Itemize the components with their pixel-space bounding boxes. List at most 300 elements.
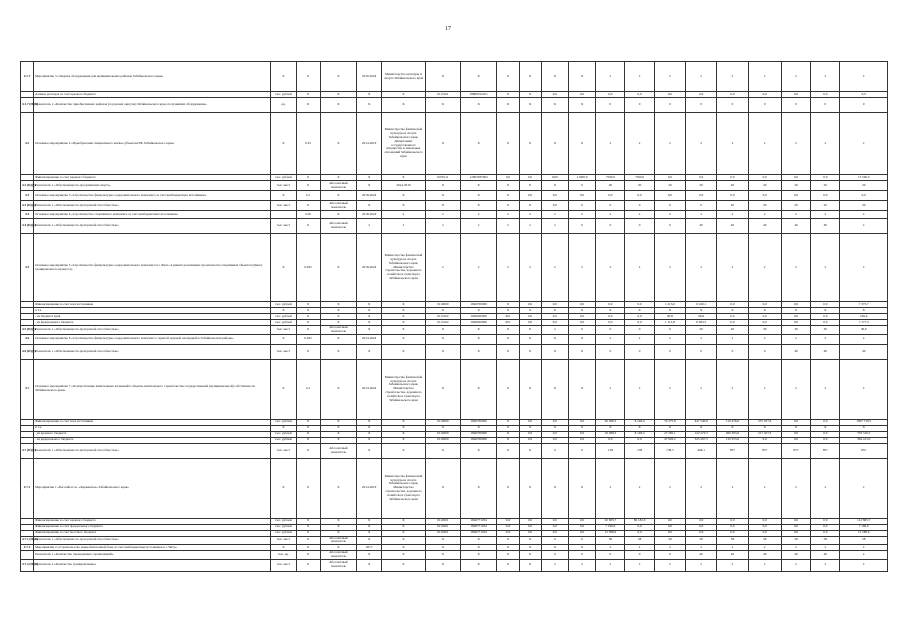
table-cell: X [296, 419, 320, 425]
table-cell: 0,0 [811, 92, 840, 98]
table-cell: X [425, 458, 460, 518]
table-cell: 0110000 [425, 431, 460, 437]
table-cell: X [320, 62, 356, 92]
table-cell: x [625, 62, 654, 92]
table-cell: X [320, 92, 356, 98]
table-cell: X [519, 113, 541, 175]
table-cell: X [357, 314, 382, 320]
table-cell: 857 [811, 443, 840, 458]
table-cell: Абсолютный показатель [320, 551, 356, 560]
table-cell: x [686, 359, 717, 419]
table-cell: X [296, 443, 320, 458]
table-cell: X [271, 545, 296, 551]
table-cell: 0,0 [625, 191, 654, 201]
table-cell: 0 [625, 219, 654, 234]
table-cell: X [425, 359, 460, 419]
row-name-cell: в т.ч. [34, 308, 271, 314]
table-cell: X [271, 234, 296, 302]
table-cell: X [460, 551, 496, 560]
table-cell: X [357, 431, 382, 437]
table-cell: 96,6 [686, 314, 717, 320]
table-cell: X [357, 524, 382, 530]
table-cell: X [460, 536, 496, 545]
table-cell: X [519, 359, 541, 419]
table-cell: X [296, 551, 320, 560]
table-cell: 0 [568, 551, 595, 560]
table-cell: x [686, 211, 717, 219]
table-cell: 0,0 [568, 320, 595, 326]
table-cell: Абсолютный показатель [320, 559, 356, 571]
table-cell: X [296, 308, 320, 314]
table-cell: x [811, 458, 840, 518]
table-cell: X [541, 425, 568, 431]
table-cell: 1 213,6 [654, 302, 685, 308]
table-cell: 0,0 [519, 302, 541, 308]
row-number-cell: 4.3 (П)(6) [21, 201, 34, 211]
table-cell: x [686, 234, 717, 302]
table-cell: x [654, 458, 685, 518]
table-cell: тыс. рублей [271, 175, 296, 181]
table-cell: X [596, 425, 625, 431]
table-cell: 18800012101 [460, 92, 496, 98]
table-cell: X [320, 425, 356, 431]
table-cell: x [596, 113, 625, 175]
table-cell: x [497, 234, 519, 302]
table-cell: X [382, 518, 425, 524]
table-cell: 20 [625, 181, 654, 191]
table-cell: X [320, 98, 356, 113]
row-name-cell: Основное мероприятие 5 «Строительство физкультурно-оздоровительного комплекса в г. Чите» в рамках реализации строительства спортивных объектов (Центр тренировочного процесса) [34, 234, 271, 302]
table-cell: X [320, 308, 356, 314]
table-cell: 522 [497, 530, 519, 536]
table-row [21, 536, 888, 545]
table-cell: 0,0 [519, 437, 541, 443]
table-cell: 0,25 [296, 113, 320, 175]
table-cell: X [425, 62, 460, 92]
table-cell: x [568, 234, 595, 302]
table-cell: X [320, 344, 356, 359]
table-cell: Министерство культуры и спорта Забайкальского края [382, 62, 425, 92]
table-cell: тыс. мест [271, 326, 296, 335]
table-cell: 110 476,8 [717, 419, 748, 425]
table-cell: X [357, 437, 382, 443]
table-cell: x [840, 545, 888, 551]
table-cell: тыс. рублей [271, 320, 296, 326]
table-cell: X [811, 425, 840, 431]
table-cell: 0,00 [541, 175, 568, 181]
table-cell: 40 [781, 219, 810, 234]
table-cell: тыс. рублей [271, 530, 296, 536]
table-cell: X [460, 559, 496, 571]
table-row [21, 113, 888, 175]
table-cell: 0,0 [811, 302, 840, 308]
table-cell: X [382, 437, 425, 443]
table-cell: X [686, 425, 717, 431]
table-cell: x [654, 545, 685, 551]
table-cell: X [519, 443, 541, 458]
table-cell: 1840700000 [460, 431, 496, 437]
table-cell: X [357, 326, 382, 335]
table-cell: 0,0 [811, 530, 840, 536]
table-cell: 7 177,3 [840, 320, 888, 326]
table-cell: 0,0 [654, 191, 685, 201]
row-name-cell: Основное мероприятие 2 «Приобретение специального жилья субъектам РФ Забайкальского края» [34, 113, 271, 175]
table-cell: 0,0 [748, 437, 781, 443]
table-cell: X [497, 334, 519, 344]
table-cell: X [425, 545, 460, 551]
table-cell: 0,0 [541, 92, 568, 98]
table-cell: 58 [748, 536, 781, 545]
table-cell: 200 363,6 [717, 431, 748, 437]
table-cell: x [625, 234, 654, 302]
table-cell: x [840, 559, 888, 571]
table-cell: X [497, 113, 519, 175]
row-name-cell: Показатель 1 «Обеспеченность программами спорта» [34, 181, 271, 191]
table-cell: тыс. мест [271, 219, 296, 234]
table-cell: 6 063,5 [686, 320, 717, 326]
table-cell: X [296, 175, 320, 181]
table-cell: x [596, 458, 625, 518]
table-cell: x [781, 211, 810, 219]
table-cell: 0 [686, 201, 717, 211]
row-number-cell: 4.7.2 (П)(6) [21, 559, 34, 571]
table-cell: 0,0 [541, 431, 568, 437]
table-cell: 0 [596, 326, 625, 335]
table-cell: X [460, 326, 496, 335]
table-cell: 0,0 [654, 92, 685, 98]
table-cell: Министерство физической культуры и спорта Забайкальского края, Министерство строительства, дорожного хозяйства и транспорта Забайкальского края [382, 234, 425, 302]
table-cell: x [625, 458, 654, 518]
table-cell: 7500,0 [596, 175, 625, 181]
table-cell: 0,0 [568, 431, 595, 437]
row-name-cell: - из краевого бюджета [34, 431, 271, 437]
table-cell: X [519, 62, 541, 92]
table-cell: тыс. рублей [271, 518, 296, 524]
table-cell: x [625, 559, 654, 571]
table-cell: 2014-2024 [357, 359, 382, 419]
table-cell: тыс. рублей [271, 431, 296, 437]
table-cell: 0 [686, 98, 717, 113]
table-cell: x [748, 211, 781, 219]
table-cell: X [425, 344, 460, 359]
row-name-cell: Основное мероприятие 4 «Строительство спортивного комплекса за счет внебюджетных источников» [34, 211, 271, 219]
table-cell: 703 316,5 [840, 431, 888, 437]
table-cell: x [840, 234, 888, 302]
table-cell: X [357, 201, 382, 211]
table-cell: 0,0 [686, 530, 717, 536]
table-cell: x [781, 559, 810, 571]
table-cell: x [781, 113, 810, 175]
table-cell: 1840771054 [460, 530, 496, 536]
row-name-cell: Финансирование за счет всех источников [34, 302, 271, 308]
table-cell: X [296, 98, 320, 113]
table-cell: 0,0 [654, 518, 685, 524]
table-cell: X [320, 302, 356, 308]
table-cell: X [748, 425, 781, 431]
row-name-cell: Основное мероприятие 6 «Строительство физкультурно-оздоровительного комплекса с крытой ледовой площадкой в Забайкальском районе» [34, 334, 271, 344]
table-cell: 0 [568, 181, 595, 191]
row-number-cell: 4.5 [21, 234, 34, 302]
table-cell: 0,0 [519, 518, 541, 524]
table-cell: x [686, 545, 717, 551]
table-cell: 0 [625, 326, 654, 335]
table-cell: 20 [717, 201, 748, 211]
table-cell: X [296, 62, 320, 92]
table-cell: 1840020000 [460, 320, 496, 326]
table-cell: X [460, 308, 496, 314]
table-cell: X [519, 425, 541, 431]
table-cell: X [596, 308, 625, 314]
table-cell: 0,0 [811, 431, 840, 437]
table-cell: X [497, 425, 519, 431]
table-cell: X [497, 344, 519, 359]
table-cell: x [425, 211, 460, 219]
table-cell: X [541, 181, 568, 191]
table-cell: 601 [497, 314, 519, 320]
table-cell: 58 [625, 536, 654, 545]
table-cell: 0,0 [625, 524, 654, 530]
table-cell: X [296, 219, 320, 234]
table-cell: 0470111 [425, 175, 460, 181]
table-cell: 8 148,4 [625, 431, 654, 437]
table-cell: X [382, 524, 425, 530]
table-cell: 40 [748, 551, 781, 560]
table-cell: x [519, 219, 541, 234]
table-cell: 58 [654, 536, 685, 545]
table-cell: 2018-2024 [357, 191, 382, 201]
table-cell: X [460, 181, 496, 191]
table-cell: X [541, 113, 568, 175]
table-cell: 0,0 [748, 175, 781, 181]
table-cell: 0,0 [811, 191, 840, 201]
table-cell: 0,0 [840, 92, 888, 98]
table-cell: x [541, 219, 568, 234]
table-cell: 0 [781, 98, 810, 113]
table-cell: X [357, 559, 382, 571]
table-cell: x [541, 559, 568, 571]
table-cell: X [382, 419, 425, 425]
table-cell: X [320, 530, 356, 536]
table-cell: X [357, 320, 382, 326]
table-cell: 0,0 [748, 302, 781, 308]
table-cell: X [425, 536, 460, 545]
table-cell: X [320, 175, 356, 181]
table-cell: 0,0 [654, 524, 685, 530]
table-cell: 0 [625, 201, 654, 211]
table-cell: X [271, 334, 296, 344]
table-cell: x [717, 234, 748, 302]
table-cell: X [519, 551, 541, 560]
table-cell: 857 [748, 443, 781, 458]
table-cell: 394 413,0 [840, 437, 888, 443]
table-cell: 0,0 [519, 191, 541, 201]
table-cell: 0 [596, 98, 625, 113]
table-cell: x [717, 334, 748, 344]
table-cell: 0 [541, 536, 568, 545]
table-cell: 112 865,7 [840, 518, 888, 524]
table-cell: 0,0 [748, 92, 781, 98]
table-cell: X [382, 314, 425, 320]
table-cell: X [382, 320, 425, 326]
table-cell: x [541, 211, 568, 219]
table-cell: 0,0 [717, 320, 748, 326]
table-cell: 1840020000 [460, 314, 496, 320]
table-cell: x [596, 359, 625, 419]
table-cell: 217 457,6 [748, 431, 781, 437]
table-cell: x [541, 326, 568, 335]
table-cell: 0,0 [686, 524, 717, 530]
table-cell: 0,0 [596, 302, 625, 308]
table-cell: 20 [717, 181, 748, 191]
table-cell: 58 [686, 536, 717, 545]
table-cell: x [596, 234, 625, 302]
table-cell: 0,0 [781, 530, 810, 536]
row-number-cell: 4.6 (П)(6) [21, 344, 34, 359]
table-cell: X [320, 191, 356, 201]
table-cell: X [497, 201, 519, 211]
table-cell: X [519, 308, 541, 314]
table-cell: X [320, 334, 356, 344]
table-row [21, 62, 888, 92]
table-cell: x [781, 334, 810, 344]
table-cell: 7 373,7 [840, 302, 888, 308]
table-cell: X [357, 425, 382, 431]
table-cell: 0,0 [781, 419, 810, 425]
table-cell: x [541, 234, 568, 302]
table-cell: 20 [654, 181, 685, 191]
table-cell: X [497, 92, 519, 98]
table-cell: 132 253,0 [717, 437, 748, 443]
table-cell: x [382, 219, 425, 234]
table-cell: x [748, 113, 781, 175]
table-cell: x [717, 545, 748, 551]
table-cell: 20 288,3 [596, 419, 625, 425]
table-cell: X [320, 437, 356, 443]
table-cell: X [357, 518, 382, 524]
table-cell: X [568, 334, 595, 344]
table-cell: X [320, 211, 356, 219]
table-cell: x [425, 234, 460, 302]
table-cell: 7500,0 [625, 175, 654, 181]
table-cell: 0,0 [568, 518, 595, 524]
table-cell: 58 [781, 536, 810, 545]
table-cell: X [811, 308, 840, 314]
table-cell: 20 [840, 181, 888, 191]
table-cell: тыс. мест [271, 201, 296, 211]
table-cell: X [320, 518, 356, 524]
row-number-cell: 4.5 (П)(6) [21, 326, 34, 335]
table-cell: X [382, 344, 425, 359]
table-cell: 0,0 [541, 191, 568, 201]
table-cell: 0 [625, 551, 654, 560]
table-cell: X [460, 545, 496, 551]
table-cell: X [781, 308, 810, 314]
table-cell: X [541, 359, 568, 419]
table-cell: X [382, 308, 425, 314]
table-cell: 447 540,8 [686, 419, 717, 425]
table-cell: X [382, 545, 425, 551]
table-cell: 0,0 [781, 175, 810, 181]
table-cell: X [382, 551, 425, 560]
table-cell: 2014-2024 [357, 334, 382, 344]
table-row [21, 559, 888, 571]
table-row [21, 344, 888, 359]
table-cell: 2018-2024 [357, 234, 382, 302]
table-cell: X [519, 344, 541, 359]
table-cell: 0 [811, 98, 840, 113]
table-cell: X [296, 530, 320, 536]
table-cell: 0 [541, 443, 568, 458]
table-cell: x [840, 551, 888, 560]
table-cell: X [497, 536, 519, 545]
table-cell: 0,0 [625, 530, 654, 536]
table-cell: X [625, 308, 654, 314]
table-cell: x [686, 113, 717, 175]
row-number-cell: 4.2 [21, 113, 34, 175]
table-cell: X [460, 425, 496, 431]
table-cell: 0,0 [717, 175, 748, 181]
table-cell: x [717, 559, 748, 571]
table-cell: 0,0 [686, 518, 717, 524]
table-cell: 0 [568, 219, 595, 234]
table-cell: 0 [654, 551, 685, 560]
table-cell: 0 [654, 326, 685, 335]
table-cell: 0,0 [519, 530, 541, 536]
table-cell: x [625, 113, 654, 175]
table-cell: 138 [596, 443, 625, 458]
table-cell: ед. [271, 98, 296, 113]
table-cell: тыс. мест [271, 443, 296, 458]
table-cell: X [296, 425, 320, 431]
table-cell: X [497, 419, 519, 425]
table-cell: 30 [781, 326, 810, 335]
table-cell: 30 [748, 326, 781, 335]
table-cell: X [519, 559, 541, 571]
table-cell: X [519, 545, 541, 551]
table-cell: 0 [840, 98, 888, 113]
table-cell: тыс. мест [271, 181, 296, 191]
table-cell: 0 [654, 344, 685, 359]
table-cell: 0,0 [625, 92, 654, 98]
table-cell: 0113101 [425, 92, 460, 98]
row-name-cell: Финансирование за счет краевого бюджета [34, 175, 271, 181]
table-row [21, 211, 888, 219]
table-cell: x [748, 359, 781, 419]
table-cell: 1840700000 [460, 302, 496, 308]
table-cell: 2014-2019 [382, 181, 425, 191]
table-cell: 0,0 [541, 201, 568, 211]
table-row [21, 191, 888, 201]
table-cell: X [382, 559, 425, 571]
table-cell: X [460, 359, 496, 419]
table-cell: X [425, 308, 460, 314]
table-cell: X [541, 62, 568, 92]
table-cell: 0,0 [596, 92, 625, 98]
table-cell: X [497, 545, 519, 551]
table-cell: 20 [686, 326, 717, 335]
table-cell: тыс. мест [271, 344, 296, 359]
table-cell: 0110000 [425, 437, 460, 443]
table-cell: X [717, 308, 748, 314]
table-cell: 0,0 [596, 314, 625, 320]
table-cell: X [357, 181, 382, 191]
table-cell: 0 [596, 551, 625, 560]
table-cell: x [717, 113, 748, 175]
table-cell: X [497, 98, 519, 113]
table-cell: 20 [717, 326, 748, 335]
table-cell: 0 [568, 326, 595, 335]
table-cell: 0,0 [568, 437, 595, 443]
